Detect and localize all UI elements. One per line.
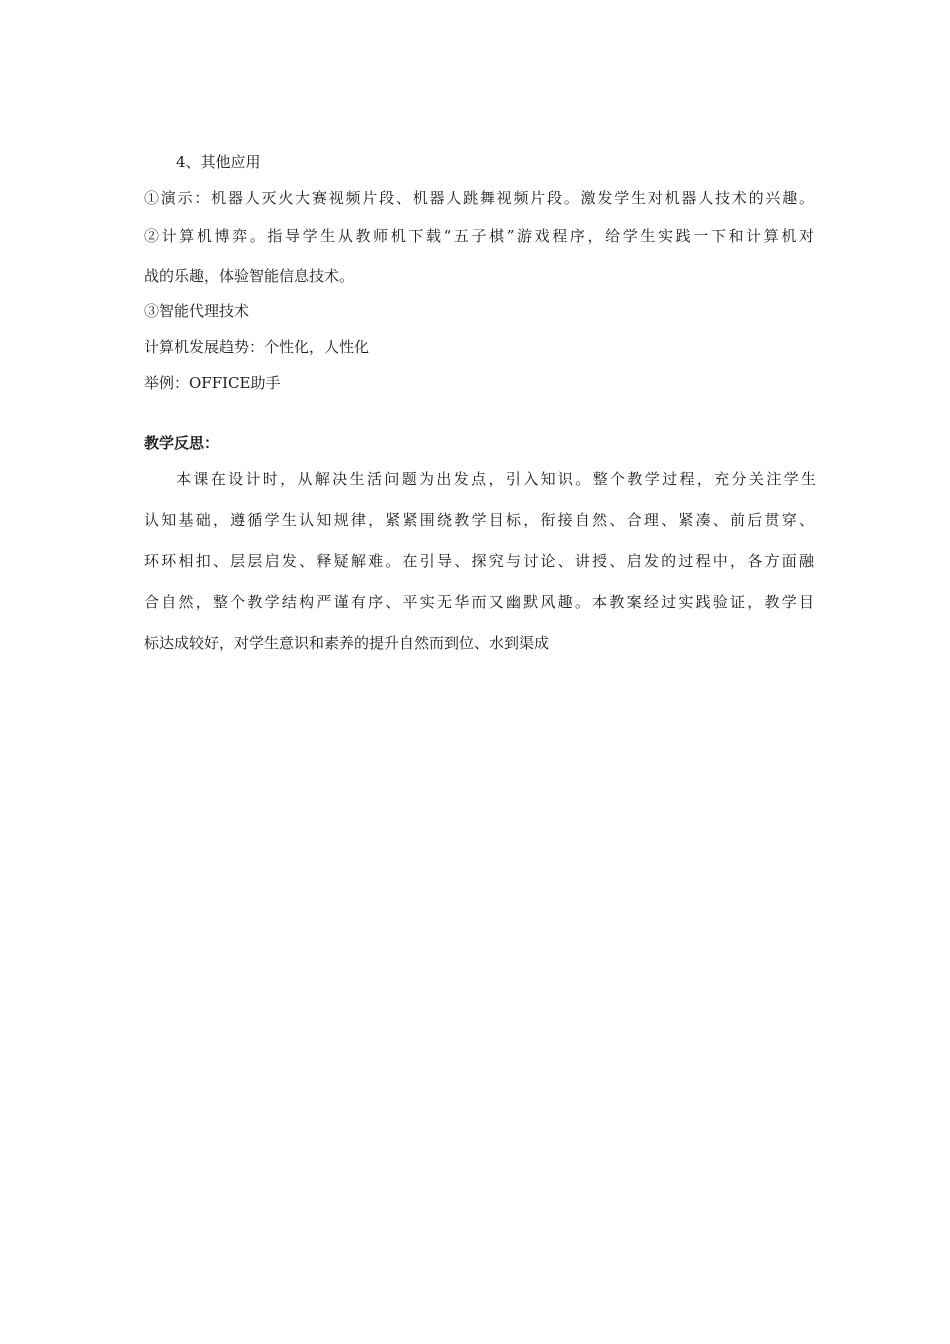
reflection-line: 认知基础，遵循学生认知规律，紧紧围绕教学目标，衔接自然、合理、紧凑、前后贯穿、 xyxy=(144,511,814,529)
game-paragraph-line-1: ②计算机博弈。指导学生从教师机下载“五子棋”游戏程序，给学生实践一下和计算机对 xyxy=(144,227,814,245)
reflection-line: 本课在设计时，从解决生活问题为出发点，引入知识。整个教学过程，充分关注学生 xyxy=(176,470,816,488)
reflection-line: 标达成较好，对学生意识和素养的提升自然而到位、水到渠成 xyxy=(144,634,550,652)
section-heading-other-apps: 4、其他应用 xyxy=(176,153,261,171)
reflection-line: 合自然，整个教学结构严谨有序、平实无华而又幽默风趣。本教案经过实践验证，教学目 xyxy=(144,593,814,611)
game-paragraph-line-2: 战的乐趣，体验智能信息技术。 xyxy=(144,267,355,285)
trend-paragraph: 计算机发展趋势：个性化，人性化 xyxy=(144,338,370,356)
reflection-line: 环环相扣、层层启发、释疑解难。在引导、探究与讨论、讲授、启发的过程中，各方面融 xyxy=(144,552,814,570)
example-paragraph: 举例：OFFICE助手 xyxy=(144,374,281,392)
agent-paragraph: ③智能代理技术 xyxy=(144,302,250,320)
demo-paragraph: ①演示：机器人灭火大赛视频片段、机器人跳舞视频片段。激发学生对机器人技术的兴趣。 xyxy=(144,189,814,207)
section-heading-reflection: 教学反思： xyxy=(144,434,220,452)
